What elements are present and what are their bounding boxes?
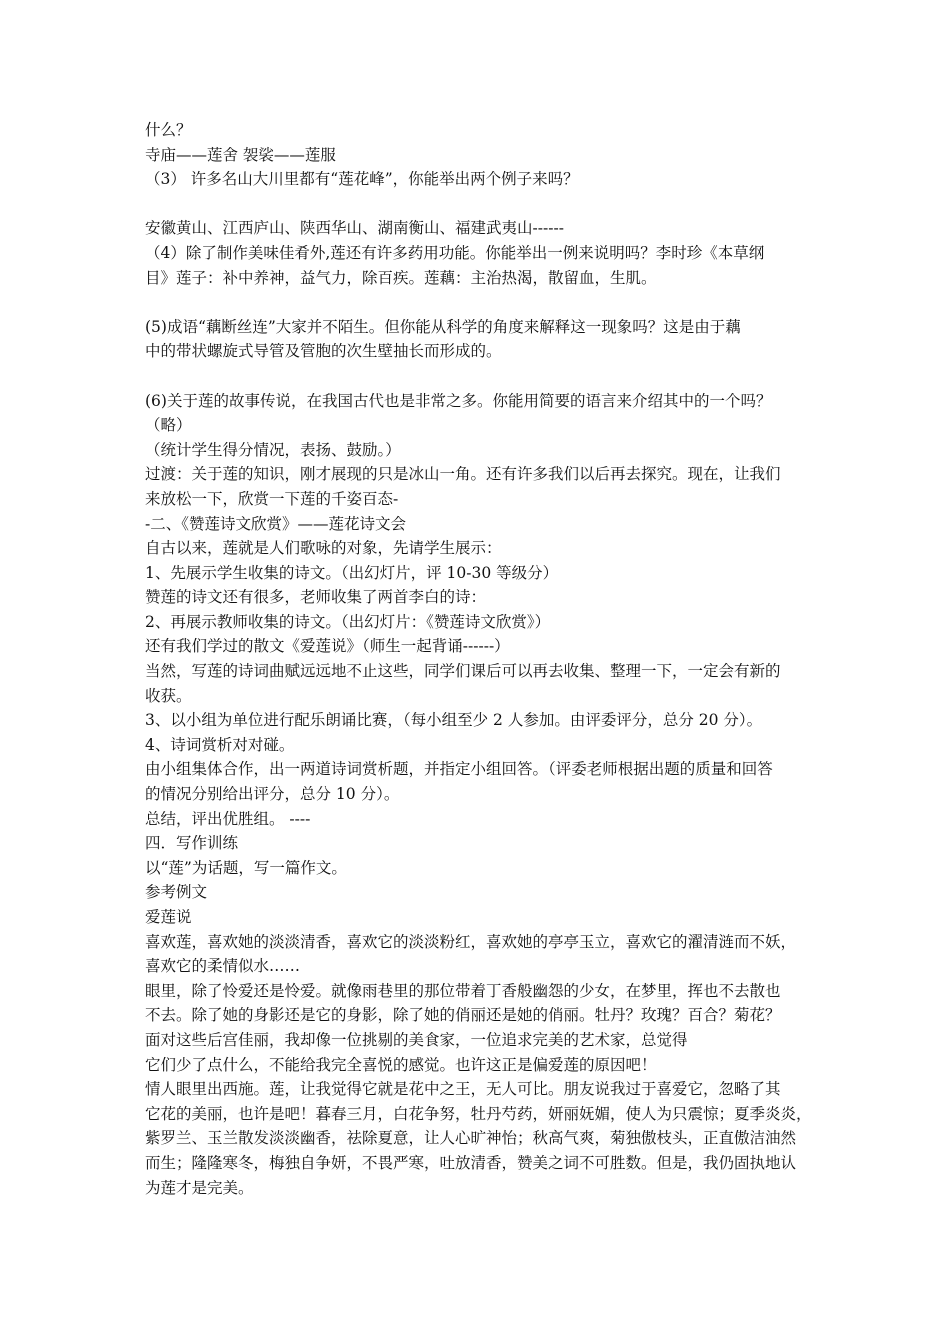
text-line: 的情况分别给出评分，总分 10 分）。 [145, 785, 400, 804]
blank-line [145, 364, 835, 389]
document-body [145, 118, 835, 1200]
text-line: 还有我们学过的散文《爱莲说》（师生一起背诵------） [145, 637, 510, 656]
text-line: 总结，评出优胜组。 ---- [145, 809, 311, 828]
text-line: 情人眼里出西施。莲，让我觉得它就是花中之王，无人可比。朋友说我过于喜爱它，忽略了其 [145, 1080, 781, 1099]
text-line: (6)关于莲的故事传说，在我国古代也是非常之多。你能用简要的语言来介绍其中的一个吗？ [145, 391, 772, 410]
text-line: (5)成语“藕断丝连”大家并不陌生。但你能从科学的角度来解释这一现象吗？这是由于藕 [145, 317, 741, 336]
text-line: 而生；隆隆寒冬，梅独自争妍，不畏严寒，吐放清香，赞美之词不可胜数。但是，我仍固执地认 [145, 1153, 797, 1172]
text-line: 喜欢它的柔情似水…… [145, 957, 301, 976]
text-line: （4）除了制作美味佳肴外,莲还有许多药用功能。你能举出一例来说明吗？李时珍《本草纲 [145, 243, 765, 262]
text-line: 1、先展示学生收集的诗文。（出幻灯片，评 10-30 等级分） [145, 563, 559, 582]
text-line: 它花的美丽，也许是吧！暮春三月，白花争努，牡丹芍药，妍丽妩媚，使人为只震惊；夏季炎炎， [145, 1104, 812, 1123]
text-line: 什么？ [145, 121, 192, 139]
text-line: 不去。除了她的身影还是它的身影，除了她的俏丽还是她的俏丽。牡丹？玫瑰？百合？菊花？ [145, 1006, 781, 1025]
text-line: 3、以小组为单位进行配乐朗诵比赛，（每小组至少 2 人参加。由评委评分，总分 20 分）。 [145, 711, 763, 730]
text-line: 喜欢莲，喜欢她的淡淡清香，喜欢它的淡淡粉红，喜欢她的亭亭玉立，喜欢它的濯清涟而不妖， [145, 932, 797, 951]
text-line: 2、再展示教师收集的诗文。（出幻灯片：《赞莲诗文欣赏》） [145, 612, 551, 631]
text-line: 自古以来，莲就是人们歌咏的对象，先请学生展示： [145, 539, 502, 558]
text-line: （统计学生得分情况，表扬、鼓励。） [145, 440, 401, 459]
text-line: 过渡：关于莲的知识，刚才展现的只是冰山一角。还有许多我们以后再去探究。现在，让我们 [145, 465, 781, 484]
text-line: -二、《赞莲诗文欣赏》——莲花诗文会 [145, 514, 406, 533]
text-line: 参考例文 [145, 883, 208, 902]
text-line: 中的带状螺旋式导管及管胞的次生壁抽长而形成的。 [145, 342, 502, 361]
text-line: 安徽黄山、江西庐山、陕西华山、湖南衡山、福建武夷山------ [145, 219, 564, 238]
text-line: 当然，写莲的诗词曲赋远远地不止这些，同学们课后可以再去收集、整理一下，一定会有新的 [145, 662, 781, 681]
text-line: 寺庙——莲舍 袈裟——莲服 [145, 145, 336, 164]
text-line: 由小组集体合作，出一两道诗词赏析题，并指定小组回答。（评委老师根据出题的质量和回答 [145, 760, 773, 779]
blank-line [145, 290, 835, 315]
text-line: 面对这些后宫佳丽，我却像一位挑剔的美食家，一位追求完美的艺术家，总觉得 [145, 1030, 688, 1049]
text-line: 赞莲的诗文还有很多，老师收集了两首李白的诗： [145, 588, 487, 607]
text-line: （3） 许多名山大川里都有“莲花峰”，你能举出两个例子来吗？ [145, 170, 579, 189]
text-line: 以“莲”为话题，写一篇作文。 [145, 858, 347, 877]
text-line: 目》莲子：补中养神，益气力，除百疾。莲藕：主治热渴，散留血，生肌。 [145, 268, 657, 287]
text-line: 来放松一下，欣赏一下莲的千姿百态- [145, 489, 399, 508]
text-line: 四．写作训练 [145, 834, 239, 853]
text-line: 收获。 [145, 686, 192, 705]
text-line: 为莲才是完美。 [145, 1178, 254, 1197]
text-line: 紫罗兰、玉兰散发淡淡幽香，祛除夏意，让人心旷神怡；秋高气爽，菊独傲枝头，正直傲洁油然 [145, 1129, 797, 1148]
text-line: 4、诗词赏析对对碰。 [145, 735, 295, 754]
text-line: 眼里，除了怜爱还是怜爱。就像雨巷里的那位带着丁香般幽怨的少女，在梦里，挥也不去散也 [145, 981, 781, 1000]
text-line: 它们少了点什么，不能给我完全喜悦的感觉。也许这正是偏爱莲的原因吧！ [145, 1055, 657, 1074]
blank-line [145, 192, 835, 217]
text-line: 爱莲说 [145, 908, 192, 926]
text-line: （略） [145, 416, 192, 435]
